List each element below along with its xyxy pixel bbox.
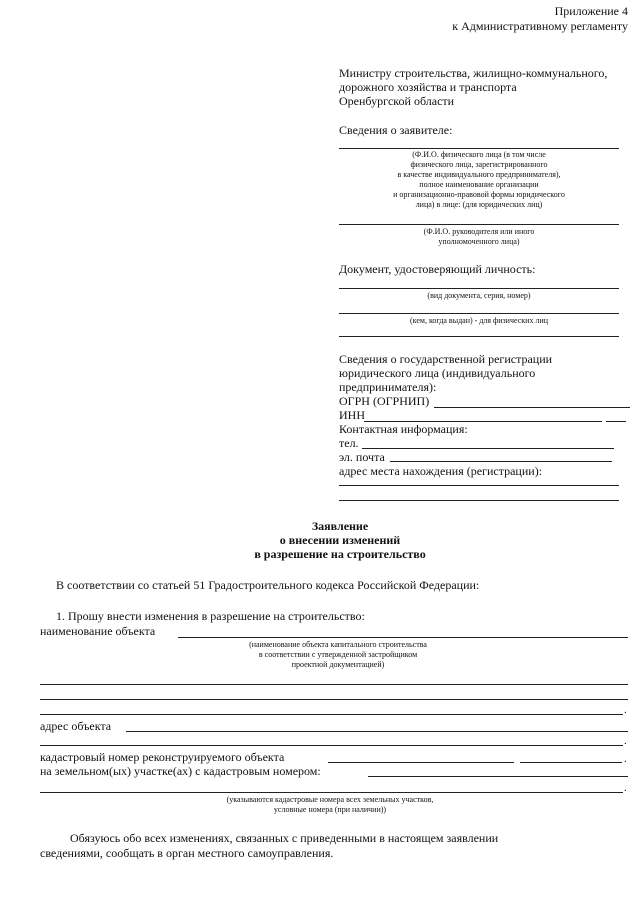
hint-applicant-name-4: полное наименование организации bbox=[419, 180, 539, 189]
hint-representative-1: (Ф.И.О. руководителя или иного bbox=[423, 227, 535, 236]
hint-applicant-name-6: лица) в лице: (для юридических лиц) bbox=[415, 200, 543, 209]
document-subtitle-1: о внесении изменений bbox=[279, 533, 401, 547]
line-end-dot: . bbox=[624, 782, 627, 794]
object-name-field[interactable] bbox=[178, 637, 628, 638]
object-name-field-3[interactable] bbox=[40, 699, 628, 700]
hint-cadastral-2: условные номера (при наличии)) bbox=[273, 805, 387, 814]
cadastral-object-label: кадастровый номер реконструируемого объекта bbox=[40, 750, 285, 764]
address-field-1[interactable] bbox=[339, 485, 619, 486]
line-end-dot: . bbox=[624, 735, 627, 747]
line-end-dot: . bbox=[624, 704, 627, 716]
inn-field-end bbox=[606, 421, 626, 422]
email-field[interactable] bbox=[390, 461, 612, 462]
id-document-heading: Документ, удостоверяющий личность: bbox=[339, 262, 536, 276]
cadastral-object-field-2[interactable] bbox=[520, 762, 622, 763]
cadastral-object-field[interactable] bbox=[328, 762, 514, 763]
document-title: Заявление bbox=[311, 519, 369, 533]
address-label: адрес места нахождения (регистрации): bbox=[339, 464, 543, 478]
appendix-number: Приложение 4 bbox=[554, 4, 628, 18]
object-name-label: наименование объекта bbox=[40, 624, 156, 638]
hint-applicant-name-5: и организационно-правовой формы юридического bbox=[393, 190, 565, 199]
contact-heading: Контактная информация: bbox=[339, 422, 468, 436]
object-name-field-2[interactable] bbox=[40, 684, 628, 685]
state-registration-line-3: предпринимателя): bbox=[339, 380, 437, 394]
intro-text: В соответствии со статьей 51 Градостроительного кодекса Российской Федерации: bbox=[56, 578, 480, 592]
object-address-field[interactable] bbox=[126, 731, 628, 732]
hint-cadastral-1: (указываются кадастровые номера всех земельных участков, bbox=[226, 795, 434, 804]
email-label: эл. почта bbox=[339, 450, 385, 464]
obligation-line-2: сведениями, сообщать в орган местного самоуправления. bbox=[40, 846, 334, 860]
land-plot-field-2[interactable] bbox=[40, 792, 623, 793]
ogrn-label: ОГРН (ОГРНИП) bbox=[339, 394, 430, 408]
land-plot-field[interactable] bbox=[368, 776, 628, 777]
line-end-dot: . bbox=[624, 753, 627, 765]
hint-applicant-name-1: (Ф.И.О. физического лица (в том числе bbox=[412, 150, 546, 159]
addressee-line-3: Оренбургской области bbox=[339, 94, 455, 108]
hint-applicant-name-3: в качестве индивидуального предпринимателя), bbox=[397, 170, 561, 179]
state-registration-line-2: юридического лица (индивидуального bbox=[339, 366, 536, 380]
state-registration-line-1: Сведения о государственной регистрации bbox=[339, 352, 553, 366]
object-address-label: адрес объекта bbox=[40, 719, 112, 733]
hint-document-issued: (кем, когда выдан) - для физических лиц bbox=[409, 316, 549, 325]
land-plot-label: на земельном(ых) участке(ах) с кадастровым номером: bbox=[40, 764, 321, 778]
phone-label: тел. bbox=[339, 436, 359, 450]
inn-label: ИНН bbox=[339, 408, 365, 422]
addressee-line-2: дорожного хозяйства и транспорта bbox=[339, 80, 517, 94]
hint-representative-2: уполномоченного лица) bbox=[438, 237, 520, 246]
hint-object-2: в соответствии с утвержденной застройщиком bbox=[258, 650, 418, 659]
hint-document-type: (вид документа, серия, номер) bbox=[427, 291, 531, 300]
id-document-type-field[interactable] bbox=[339, 288, 619, 289]
obligation-line-1: Обязуюсь обо всех изменениях, связанных с приведенными в настоящем заявлении bbox=[70, 831, 499, 845]
phone-field[interactable] bbox=[362, 448, 614, 449]
id-document-extra-field[interactable] bbox=[339, 336, 619, 337]
appendix-reference: к Административному регламенту bbox=[452, 19, 628, 33]
applicant-heading: Сведения о заявителе: bbox=[339, 123, 453, 137]
applicant-name-field[interactable] bbox=[339, 148, 619, 149]
document-subtitle-2: в разрешение на строительство bbox=[254, 547, 426, 561]
address-field-2[interactable] bbox=[339, 500, 619, 501]
representative-name-field[interactable] bbox=[339, 224, 619, 225]
hint-applicant-name-2: физического лица, зарегистрированного bbox=[410, 160, 548, 169]
ogrn-field[interactable] bbox=[434, 407, 630, 408]
object-name-field-4[interactable] bbox=[40, 714, 623, 715]
object-address-field-2[interactable] bbox=[40, 745, 623, 746]
hint-object-1: (наименование объекта капитального строительства bbox=[249, 640, 427, 649]
addressee-line-1: Министру строительства, жилищно-коммунального, bbox=[339, 66, 608, 80]
hint-object-3: проектной документацией) bbox=[291, 660, 385, 669]
request-item-1: 1. Прошу внести изменения в разрешение на строительство: bbox=[56, 609, 365, 623]
id-document-issued-field[interactable] bbox=[339, 313, 619, 314]
